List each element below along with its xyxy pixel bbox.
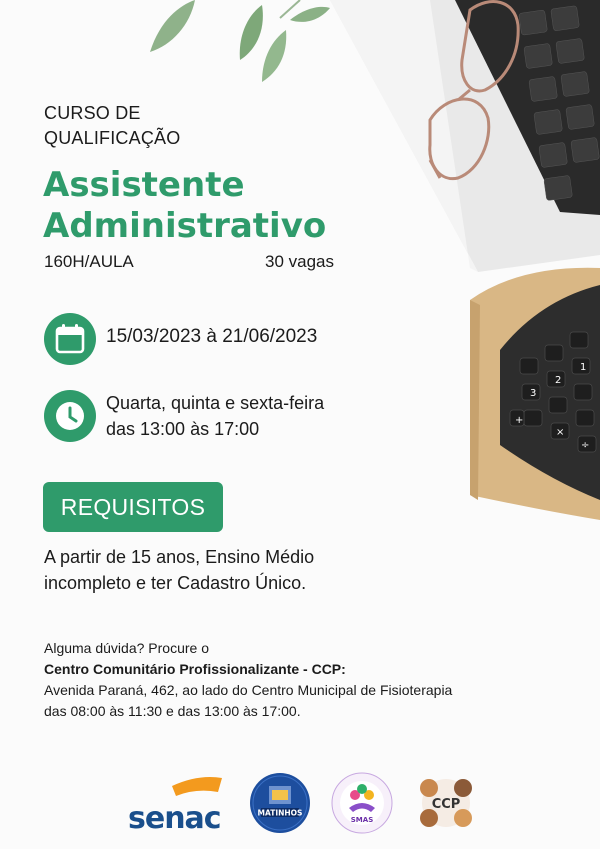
requirements-line-2: incompleto e ter Cadastro Único. [44,573,307,593]
senac-logo [126,770,230,834]
plant-leaves-image [150,0,330,82]
ccp-logo-text: CCP [431,797,461,812]
svg-text:1: 1 [580,362,587,373]
requirements-line-1: A partir de 15 anos, Ensino Médio [44,547,315,567]
course-kicker [44,101,180,151]
contact-info [44,638,452,722]
course-hours: 160H/AULA [44,252,134,271]
calendar-icon [44,313,96,365]
contact-center: Centro Comunitário Profissionalizante - CCP: [44,661,346,677]
course-vacancies: 30 vagas [265,252,334,271]
kicker-line-2: QUALIFICAÇÃO [44,128,181,148]
course-title [43,165,326,247]
svg-text:2: 2 [555,375,562,386]
course-schedule [106,390,324,442]
svg-text:3: 3 [530,388,537,399]
contact-address: Avenida Paraná, 462, ao lado do Centro Municipal de Fisioterapia [44,682,453,698]
schedule-time: das 13:00 às 17:00 [106,419,260,439]
requirements-text [44,544,314,596]
smas-logo [331,772,393,834]
title-line-1: Assistente [43,165,245,205]
contact-intro: Alguma dúvida? Procure o [44,640,209,656]
matinhos-logo [249,772,311,834]
requirements-badge: REQUISITOS [43,482,223,532]
svg-text:+: + [515,415,524,426]
course-dates: 15/03/2023 à 21/06/2023 [106,326,318,347]
svg-text:senac: senac [128,801,221,834]
ccp-logo [415,772,477,834]
smas-logo-text: SMAS [350,816,374,824]
svg-text:×: × [556,427,565,438]
matinhos-logo-text: MATINHOS [257,808,303,818]
contact-hours: das 08:00 às 11:30 e das 13:00 às 17:00. [44,703,301,719]
kicker-line-1: CURSO DE [44,103,141,123]
clock-icon [44,390,96,442]
partner-logos [0,768,600,838]
calculator-image [470,268,600,520]
title-line-2: Administrativo [43,206,327,246]
svg-text:÷: ÷ [581,440,590,451]
schedule-days: Quarta, quinta e sexta-feira [106,393,325,413]
